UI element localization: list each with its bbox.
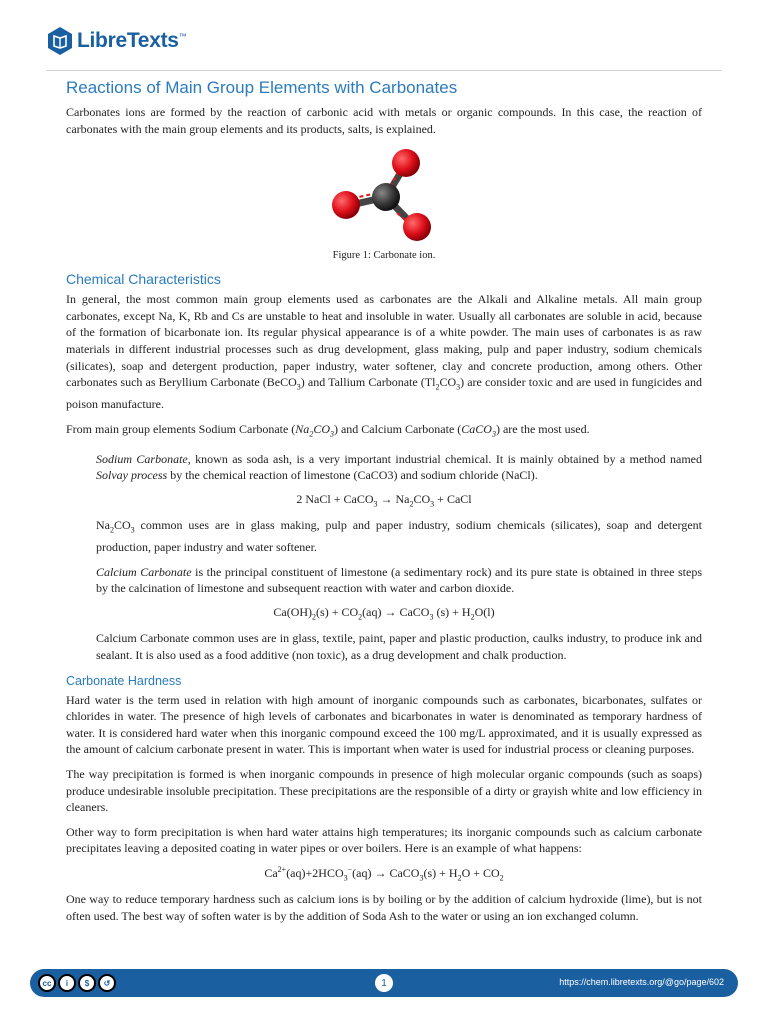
share-alike-icon: ↺ [98,974,116,992]
page-number: 1 [375,974,393,992]
chem-char-paragraph: In general, the most common main group elements used as carbonates are the Alkali and Alkaline metals. All main group carbonates, except Na, K, Rb and Cs are unstable to heat and insoluble in water. Usually all carbonates are soluble in acid, because of the formation of bicarbonate ion. Its regular physical appearance is of a white powder. The main uses of carbonates is as raw materials in different industrial processes such as drug development, glass making, pulp and paper industry, sodium chemicals (silicates), soap and detergent production, paper industry, water softener, clay and concrete production, among others. Other carbonates such as Beryllium Carbonate (BeCO$_3$) and Tallium Carbonate $(Tl_2CO_3)$ are consider toxic and are used in fungicides and poison manufacture. [66,292,702,412]
page-url-link[interactable]: https://chem.libretexts.org/@go/page/602 [559,977,724,987]
caco3-uses-paragraph: Calcium Carbonate common uses are in glass, textile, paint, paper and plastic production, caulks industry, to produce ink and sealant. It is also used as a food additive (non toxic), as a drug development and chalk production. [96,631,702,663]
libretexts-logo-icon [46,26,74,56]
logo-text: LibreTexts™ [77,29,187,52]
calcium-carbonate-paragraph: Calcium Carbonate is the principal constituent of limestone (a sedimentary rock) and its pure state is obtained in three steps by the calcination of limestone and subsequent reaction with water and carbon dioxide. [96,564,703,596]
noncommercial-icon: $ [78,974,96,992]
most-used-paragraph: From main group elements Sodium Carbonate $(Na_2CO_3)$ and Calcium Carbonate (CaCO$_3$) are the most used. [66,421,590,439]
hardness-equation: $Ca^{2+}(aq)+2HCO_3^-(aq)$ → CaCO$_3$(s) + $H_2O + CO_2$ [264,864,504,883]
na2co3-uses-paragraph: $Na_2CO_3$ common uses are in glass making, pulp and paper industry, sodium chemicals (silicates), soap and detergent production, paper industry and water softener. [96,518,702,555]
header-divider [46,70,722,71]
cc-license-badge[interactable] [38,974,116,992]
solvay-equation: 2 NaCl + CaCO$_3$ → $Na_2CO_3$ + CaCl [296,491,472,509]
intro-paragraph: Carbonates ions are formed by the reaction of carbonic acid with metals or organic compounds. In this case, the reaction of carbonates with the main group elements and its products, salts, is explained. [66,105,702,136]
high-temperature-paragraph: Other way to form precipitation is when hard water attains high temperatures; its inorganic compounds such as calcium carbonate precipitates leaving a deposited coating in water pipes or over boilers. Here is an example of what happens: [66,824,702,856]
figure-carbonate-ion [66,147,702,261]
carbonate-molecule-image [329,147,439,243]
page-title: Reactions of Main Group Elements with Carbonates [66,78,458,97]
section-heading-chemical-characteristics: Chemical Characteristics [66,271,221,288]
page-footer [30,969,738,997]
softening-paragraph: One way to reduce temporary hardness such as calcium ions is by boiling or by the addition of calcium hydroxide (lime), but is not often used. The best way of soften water is by the addition of Soda Ash to the water or using an ion exchanged column. [66,892,702,923]
libretexts-logo[interactable] [46,26,186,56]
cc-icon: cc [38,974,56,992]
hard-water-paragraph: Hard water is the term used in relation with high amount of inorganic compounds such as carbonates, bicarbonates, sulfates or chlorides in water. The presence of high levels of carbonates and bicarbonates in water is denominated as temporary hardness of water. It is considered hard water when this inorganic compound exceed the 100 mg/L approximated, and it is usually expressed as the amount of calcium carbonate present in water. This is important when water is used for industrial process or cleaning purposes. [66,692,702,757]
figure-caption: Figure 1: Carbonate ion. [332,250,436,262]
sodium-carbonate-paragraph: Sodium Carbonate, known as soda ash, is a very important industrial chemical. It is mainly obtained by a method named Solvay process by the chemical reaction of limestone (CaCO3) and sodium chloride (NaCl). [96,451,702,483]
section-heading-carbonate-hardness: Carbonate Hardness [66,673,182,688]
precipitation-paragraph: The way precipitation is formed is when inorganic compounds in presence of high molecular organic compounds (such as soaps) produce undesirable insoluble precipitation. These precipitations are the responsible of a dirty or grayish white and low efficiency in cleaners. [66,767,702,815]
by-attribution-icon: i [58,974,76,992]
calcination-equation: $Ca(OH)_2(s) + CO_2(aq)$ → CaCO$_3$ $(s) + H_2O(l)$ [273,605,495,622]
page-content [66,76,702,933]
